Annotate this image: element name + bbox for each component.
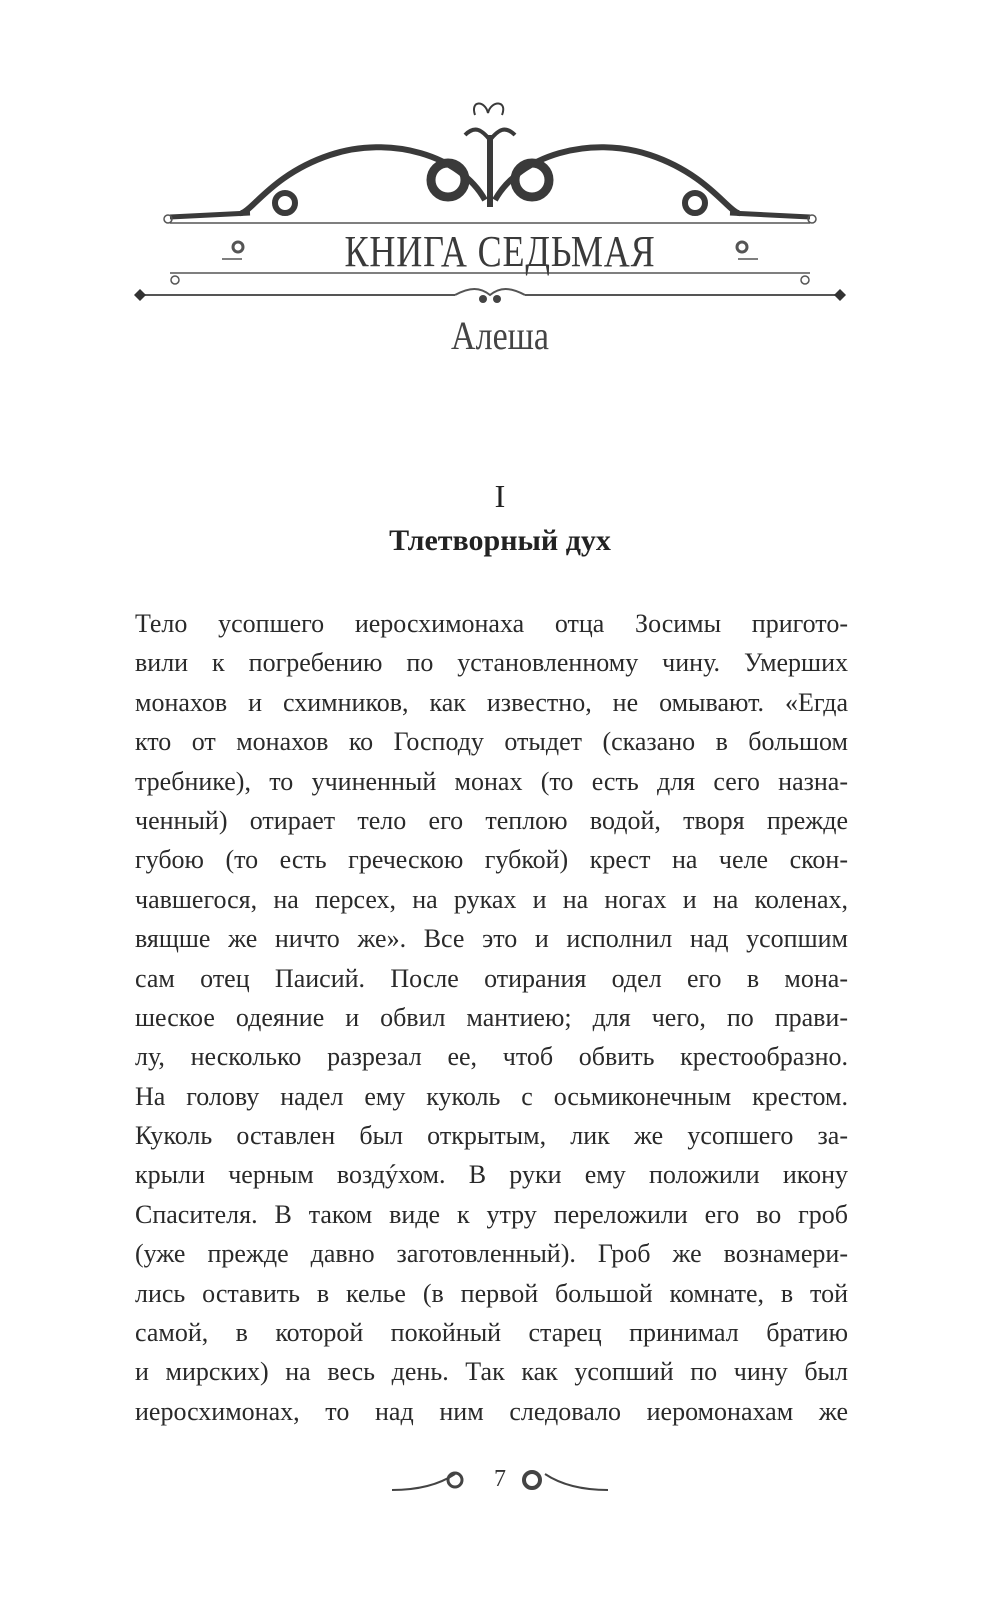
- text-line: губою (то есть греческою губкой) крест на челе скон-: [135, 845, 848, 875]
- text-line: крыли черным воздýхом. В руки ему положили икону: [135, 1160, 848, 1190]
- chapter-title: Тлетворный дух: [389, 524, 611, 557]
- text-line: лись оставить в келье (в первой большой комнате, в той: [135, 1278, 848, 1308]
- text-line: монахов и схимников, как известно, не омывают. «Егда: [135, 687, 848, 717]
- text-line: чавшегося, на персех, на руках и на ногах и на коленах,: [135, 884, 848, 914]
- body-text: [135, 604, 848, 1431]
- text-line: сам отец Паисий. После отирания одел его в мона-: [135, 963, 848, 993]
- text-line: Тело усопшего иеросхимонаха отца Зосимы пригото-: [135, 609, 848, 638]
- chapter-number: I: [494, 478, 506, 514]
- text-line: иеросхимонах, то над ним следовало иеромонахам же: [135, 1396, 848, 1426]
- text-line: Спасителя. В таком виде к утру переложили его во гроб: [135, 1199, 848, 1229]
- text-line: На голову надел ему куколь с осьмиконечным крестом.: [135, 1081, 848, 1111]
- text-line: вящше же ничто же». Все это и исполнил над усопшим: [135, 924, 848, 954]
- text-line: шеское одеяние и обвил мантиею; для чего, по прави-: [135, 1002, 848, 1032]
- text-line: (уже прежде давно заготовленный). Гроб же вознамери-: [135, 1239, 848, 1269]
- text-line: и мирских) на весь день. Так как усопший по чину был: [135, 1357, 848, 1387]
- page-number: 7: [494, 1466, 506, 1492]
- text-line: Куколь оставлен был открытым, лик же усопшего за-: [135, 1121, 848, 1151]
- book-subtitle: Алеша: [451, 313, 549, 358]
- text-line: требнике), то учиненный монах (то есть для сего назна-: [135, 766, 848, 796]
- book-title: КНИГА СЕДЬМАЯ: [344, 227, 656, 276]
- text-line: лу, несколько разрезал ее, чтоб обвить крестообразно.: [135, 1042, 848, 1072]
- text-line: кто от монахов ко Господу отыдет (сказано в большом: [135, 727, 848, 757]
- header-ornament: [130, 95, 850, 315]
- text-line: вили к погребению по установленному чину. Умерших: [135, 648, 848, 678]
- text-line: самой, в которой покойный старец принимал братию: [135, 1318, 848, 1348]
- text-line: ченный) отирает тело его теплою водой, творя прежде: [135, 805, 848, 835]
